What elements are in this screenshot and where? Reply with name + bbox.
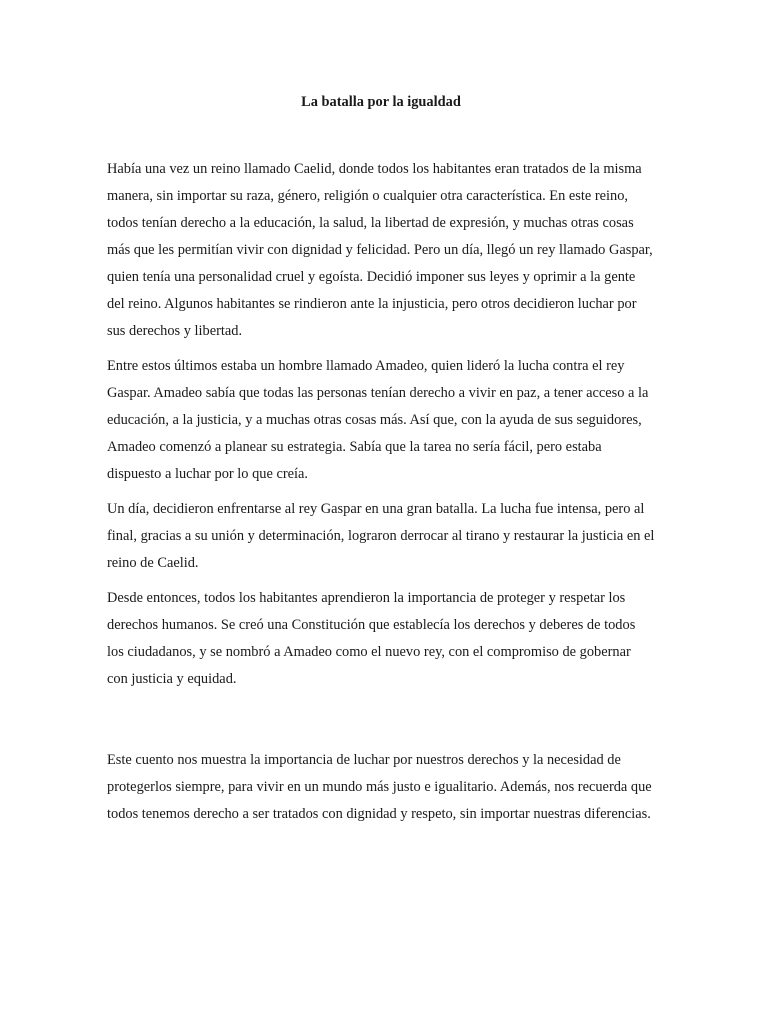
paragraph-3: Un día, decidieron enfrentarse al rey Gaspar en una gran batalla. La lucha fue intensa, pero al final, gracias a su unión y determinación, lograron derrocar al tirano y restaurar la justicia en el reino de Caelid. bbox=[107, 501, 655, 571]
paragraph-2: Entre estos últimos estaba un hombre llamado Amadeo, quien lideró la lucha contra el rey Gaspar. Amadeo sabía que todas las personas tenían derecho a vivir en paz, a tener acceso a la educación, a la justicia, y a muchas otras cosas más. Así que, con la ayuda de sus seguidores, Amadeo comenzó a planear su estrategia. Sabía que la tarea no sería fácil, pero estaba dispuesto a luchar por lo que creía. bbox=[107, 358, 649, 482]
paragraph-5: Este cuento nos muestra la importancia de luchar por nuestros derechos y la necesidad de protegerlos siempre, para vivir en un mundo más justo e igualitario. Además, nos recuerda que todos tenemos derecho a ser tratados con dignidad y respeto, sin importar nuestras diferencias. bbox=[107, 752, 652, 822]
document-body bbox=[107, 92, 655, 836]
document-title: La batalla por la igualdad bbox=[301, 94, 461, 110]
paragraph-1: Había una vez un reino llamado Caelid, donde todos los habitantes eran tratados de la misma manera, sin importar su raza, género, religión o cualquier otra característica. En este reino, todos tenían derecho a la educación, la salud, la libertad de expresión, y muchas otras cosas más que les permitían vivir con dignidad y felicidad. Pero un día, llegó un rey llamado Gaspar, quien tenía una personalidad cruel y egoísta. Decidió imponer sus leyes y oprimir a la gente del reino. Algunos habitantes se rindieron ante la injusticia, pero otros decidieron luchar por sus derechos y libertad. bbox=[107, 161, 653, 339]
paragraph-4: Desde entonces, todos los habitantes aprendieron la importancia de proteger y respetar los derechos humanos. Se creó una Constitución que establecía los derechos y deberes de todos los ciudadanos, y se nombró a Amadeo como el nuevo rey, con el compromiso de gobernar con justicia y equidad. bbox=[107, 590, 636, 687]
paragraph-spacer bbox=[107, 701, 655, 747]
